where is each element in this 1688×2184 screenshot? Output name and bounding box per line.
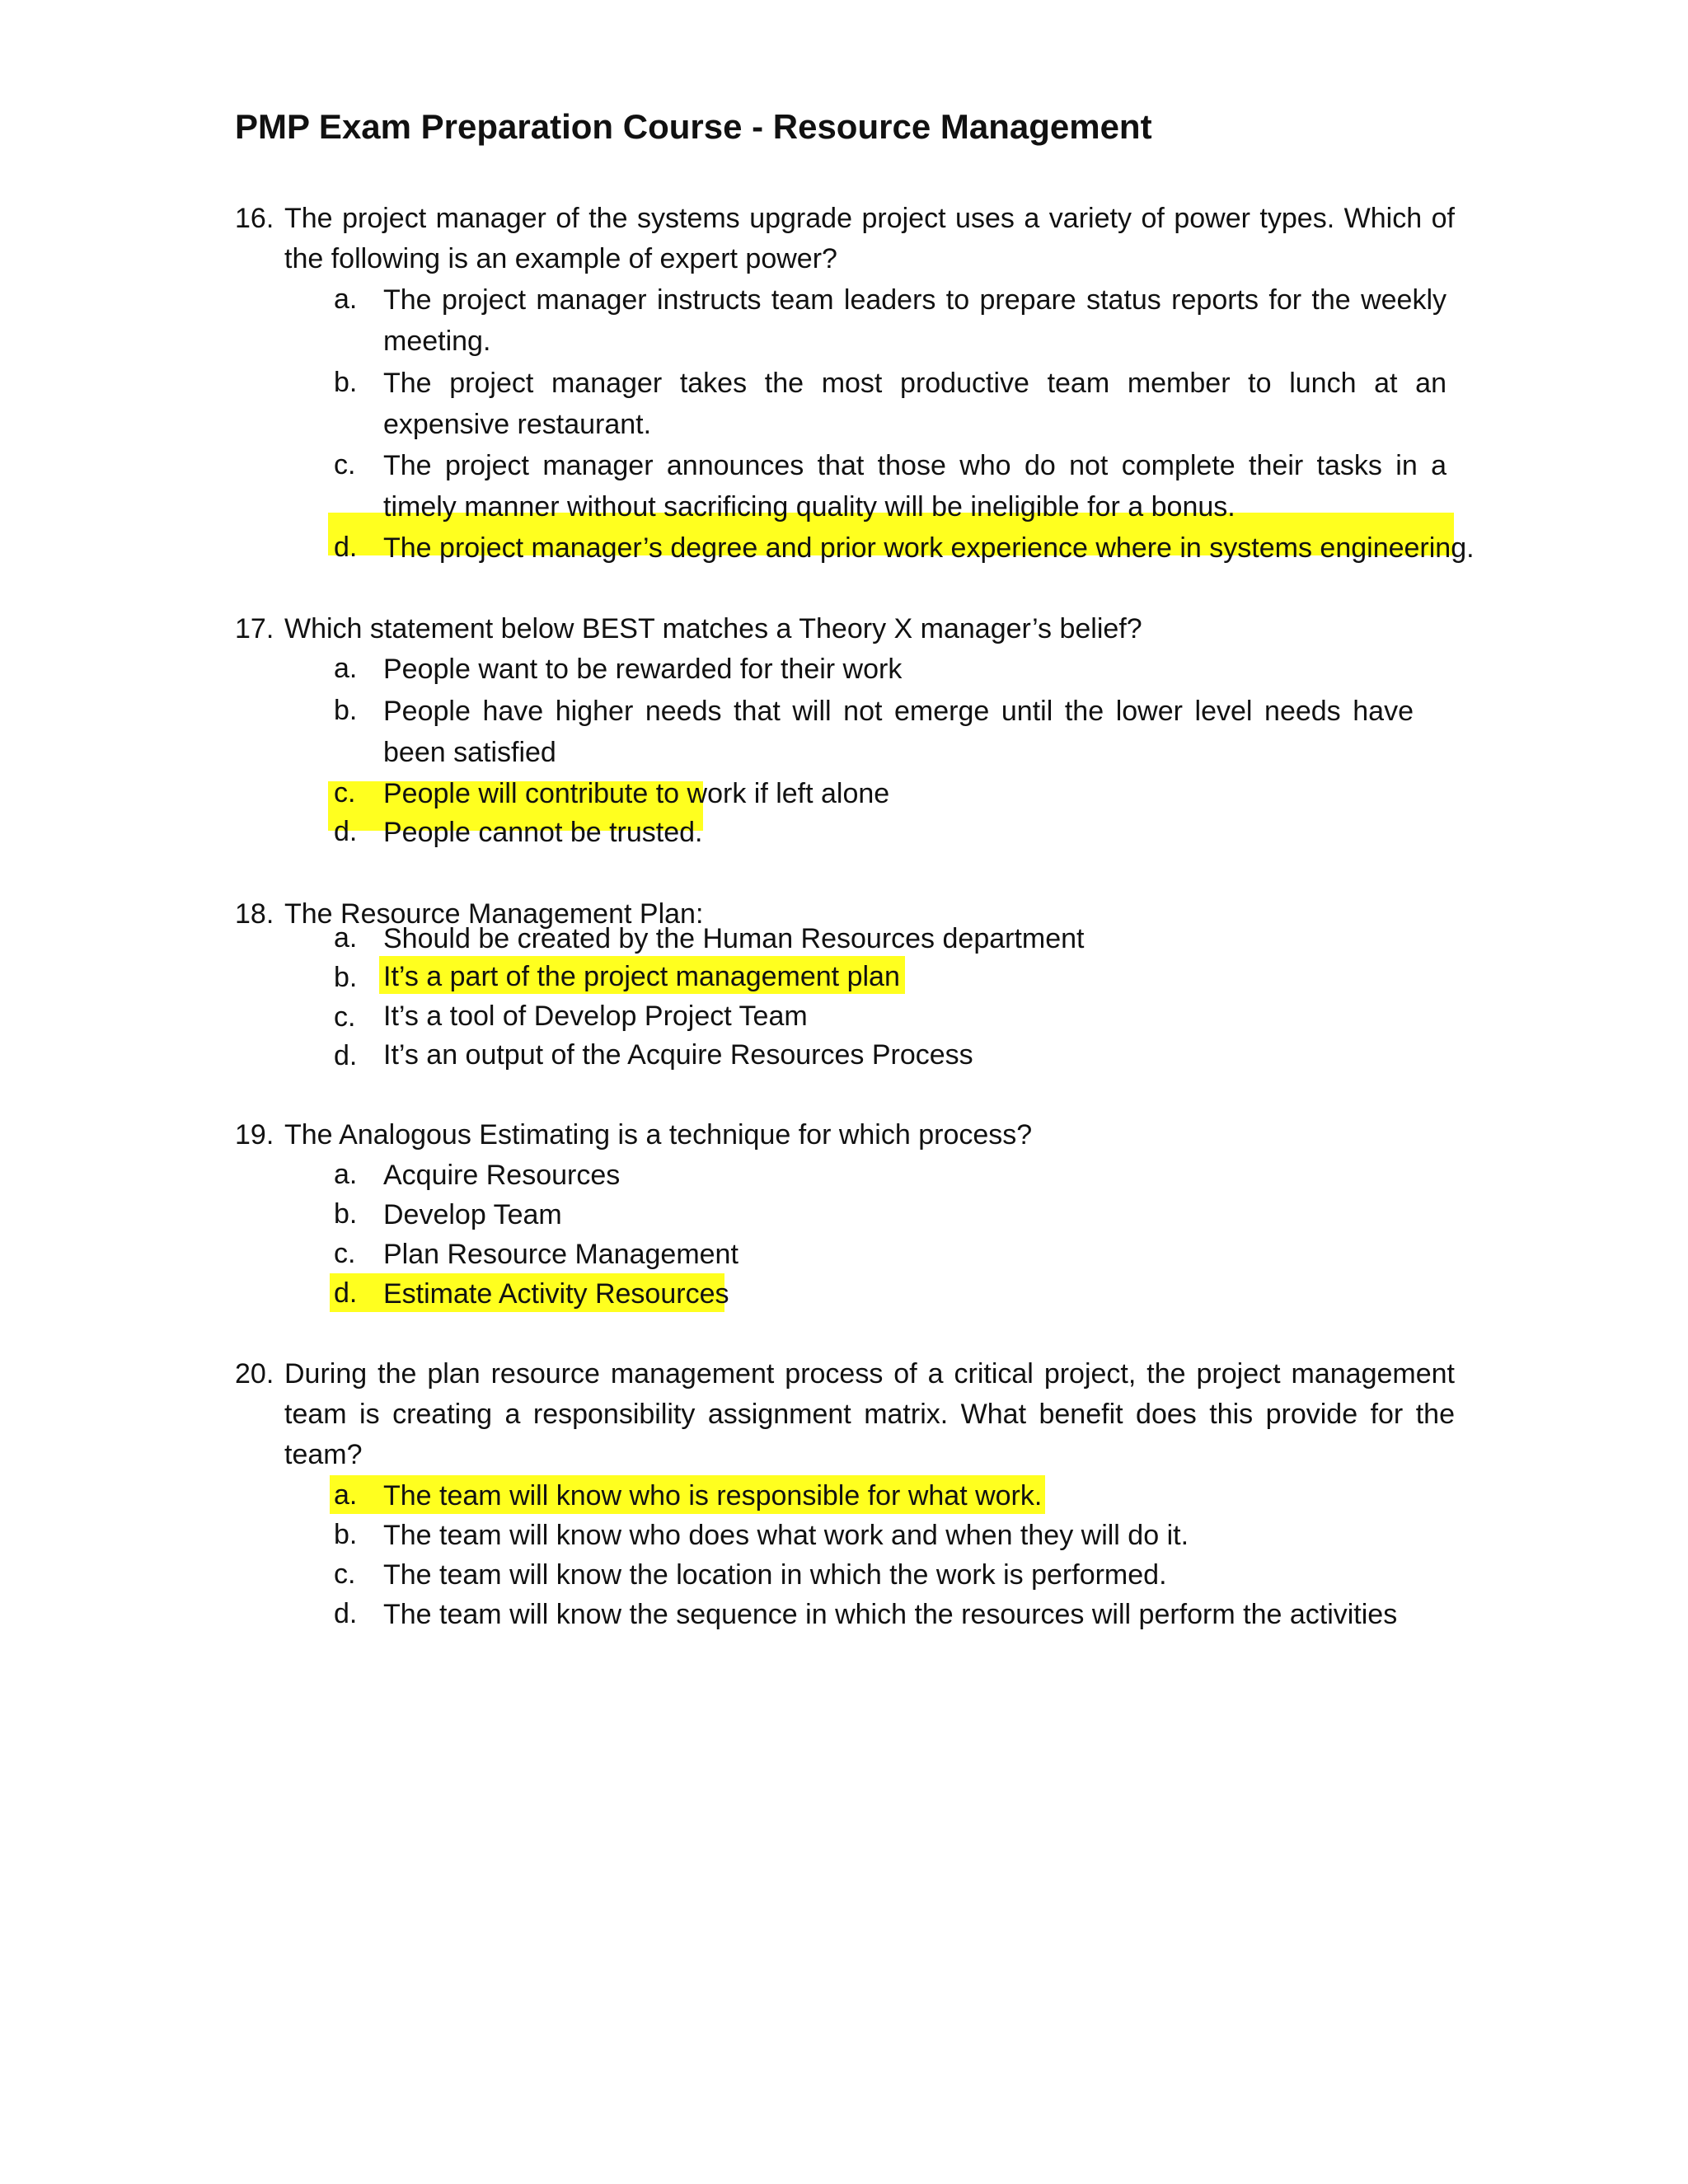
option-letter: a. xyxy=(334,1479,358,1511)
option-letter: a. xyxy=(334,284,358,315)
option-letter: a. xyxy=(334,1159,358,1190)
question-number: 17. xyxy=(235,613,274,644)
option-letter: c. xyxy=(334,1238,356,1269)
question-text: Which statement below BEST matches a Theory X manager’s belief? xyxy=(284,613,1142,644)
option-letter: b. xyxy=(334,1519,358,1550)
option-letter: d. xyxy=(334,816,358,847)
option-letter: b. xyxy=(334,367,358,398)
option-text: The project manager’s degree and prior work experience where in systems engineering. xyxy=(383,532,1475,564)
option-text: People want to be rewarded for their work xyxy=(383,654,903,685)
option-letter: a. xyxy=(334,922,358,954)
option-text: The team will know the sequence in which the resources will perform the activities xyxy=(383,1599,1398,1630)
option-text: People cannot be trusted. xyxy=(383,817,703,848)
option-letter: b. xyxy=(334,695,358,726)
option-letter: c. xyxy=(334,777,356,808)
option-text: Develop Team xyxy=(383,1199,562,1230)
option-text: Should be created by the Human Resources department xyxy=(383,923,1085,954)
option-text: The team will know the location in which the work is performed. xyxy=(383,1559,1167,1591)
option-letter: d. xyxy=(334,1277,358,1309)
page-title: PMP Exam Preparation Course - Resource Management xyxy=(235,107,1152,146)
option-letter: a. xyxy=(334,653,358,684)
option-text: The project manager instructs team leaders to prepare status reports for the weekly meeting. xyxy=(383,284,1447,357)
option-letter: c. xyxy=(334,449,356,480)
option-text: The team will know who is responsible for what work. xyxy=(383,1480,1043,1511)
question-number: 16. xyxy=(235,203,274,234)
option-letter: c. xyxy=(334,1001,356,1033)
question-text: The project manager of the systems upgrade project uses a variety of power types. Which of the following is an example of expert power? xyxy=(284,203,1455,274)
question-text: During the plan resource management process of a critical project, the project management team is creating a responsibility assignment matrix. What benefit does this provide for the team? xyxy=(284,1358,1455,1470)
option-text: Estimate Activity Resources xyxy=(383,1278,729,1310)
option-text: People will contribute to work if left alone xyxy=(383,778,890,809)
question-number: 19. xyxy=(235,1119,274,1151)
option-text: Plan Resource Management xyxy=(383,1239,738,1270)
option-letter: b. xyxy=(334,1198,358,1230)
option-text: People have higher needs that will not emerge until the lower level needs have been satisfied xyxy=(383,696,1414,768)
option-letter: d. xyxy=(334,1040,358,1071)
question-text: The Analogous Estimating is a technique for which process? xyxy=(284,1119,1033,1151)
option-text: The team will know who does what work and when they will do it. xyxy=(383,1520,1189,1551)
option-letter: d. xyxy=(334,532,358,563)
option-text: Acquire Resources xyxy=(383,1160,621,1191)
option-text: The project manager takes the most productive team member to lunch at an expensive restaurant. xyxy=(383,368,1447,440)
option-text: It’s a tool of Develop Project Team xyxy=(383,1001,808,1032)
question-number: 18. xyxy=(235,898,274,930)
option-letter: c. xyxy=(334,1558,356,1590)
option-text: It’s a part of the project management plan xyxy=(383,961,900,992)
question-number: 20. xyxy=(235,1358,274,1390)
option-text: It’s an output of the Acquire Resources Process xyxy=(383,1039,973,1071)
question-text: The Resource Management Plan: xyxy=(284,898,704,930)
option-text: The project manager announces that those who do not complete their tasks in a timely manner without sacrificing quality will be ineligible for a bonus. xyxy=(383,450,1447,523)
option-letter: b. xyxy=(334,962,358,993)
option-letter: d. xyxy=(334,1598,358,1629)
